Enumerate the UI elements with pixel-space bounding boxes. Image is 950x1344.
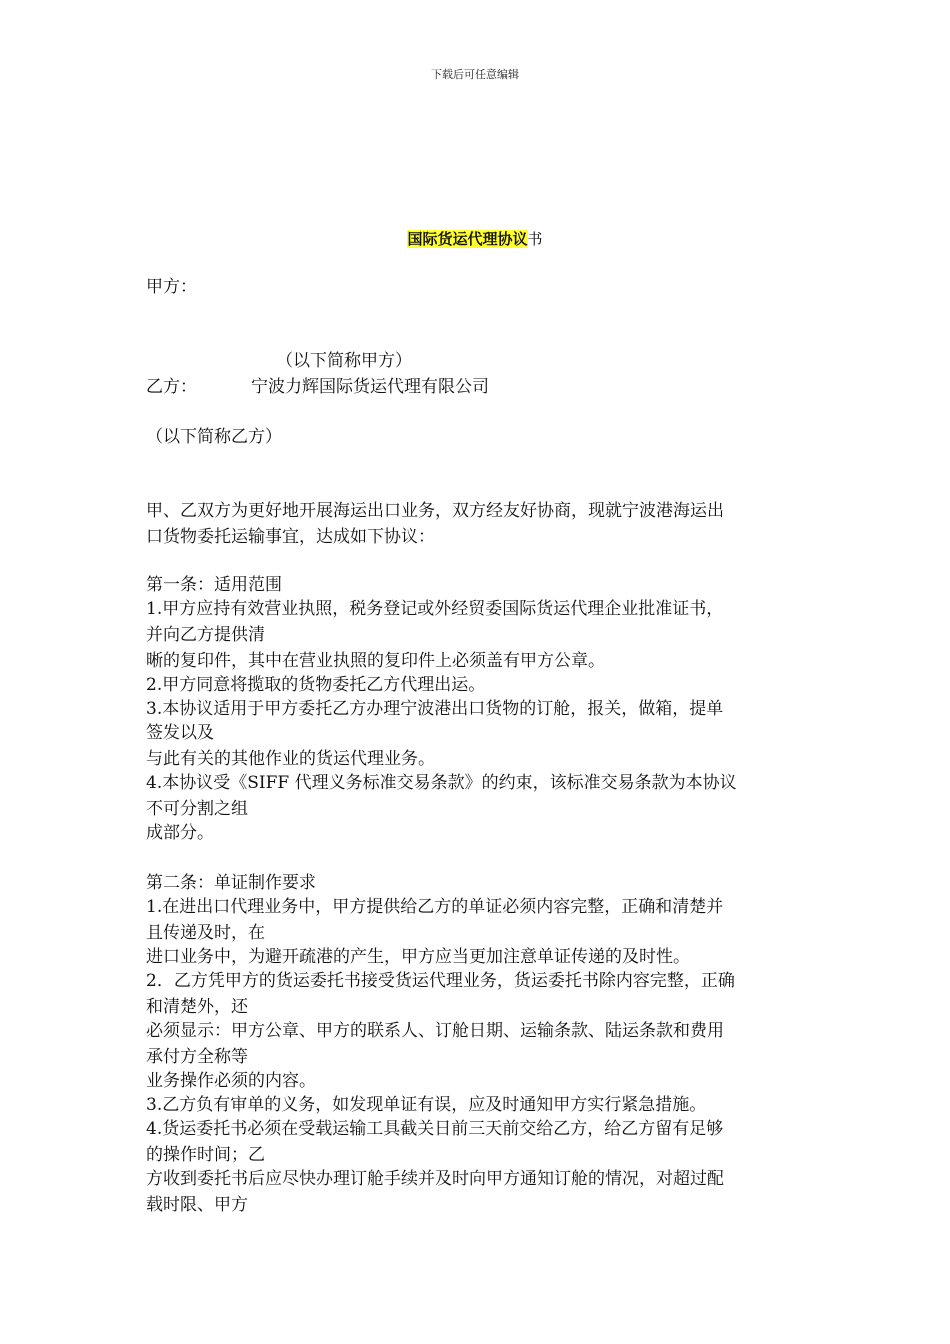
preamble-line: 甲、乙双方为更好地开展海运出口业务，双方经友好协商，现就宁波港海运出 (146, 501, 724, 521)
body-line: 业务操作必须的内容。 (146, 1071, 316, 1091)
body-line: 并向乙方提供清 (146, 625, 265, 645)
body-line: 必须显示：甲方公章、甲方的联系人、订舱日期、运输条款、陆运条款和费用 (146, 1021, 724, 1041)
body-line: 1.在进出口代理业务中，甲方提供给乙方的单证必须内容完整，正确和清楚并 (146, 897, 724, 917)
title-rest: 书 (527, 230, 543, 248)
body-line: 3.乙方负有审单的义务，如发现单证有误，应及时通知甲方实行紧急措施。 (146, 1095, 707, 1115)
body-line: 成部分。 (146, 823, 214, 843)
article-2-heading: 第二条：单证制作要求 (146, 873, 316, 893)
party-a-abbrev: （以下简称甲方） (276, 351, 412, 371)
article-1-heading: 第一条：适用范围 (146, 575, 282, 595)
body-line: 不可分割之组 (146, 799, 248, 819)
body-line: 的操作时间；乙 (146, 1145, 265, 1165)
body-line: 3.本协议适用于甲方委托乙方办理宁波港出口货物的订舱，报关，做箱，提单 (146, 699, 724, 719)
body-line: 晰的复印件，其中在营业执照的复印件上必须盖有甲方公章。 (146, 651, 605, 671)
body-line: 与此有关的其他作业的货运代理业务。 (146, 749, 435, 769)
party-b-line: 乙方： 宁波力辉国际货运代理有限公司 (146, 377, 490, 397)
body-line: 4.本协议受《SIFF 代理义务标准交易条款》的约束，该标准交易条款为本协议 (146, 773, 737, 793)
body-line: 4.货运委托书必须在受载运输工具截关日前三天前交给乙方，给乙方留有足够 (146, 1119, 724, 1139)
body-line: 且传递及时，在 (146, 923, 265, 943)
body-line: 1.甲方应持有效营业执照，税务登记或外经贸委国际货运代理企业批准证书， (146, 599, 724, 619)
party-a-label: 甲方： (146, 277, 197, 297)
body-line: 和清楚外，还 (146, 997, 248, 1017)
body-line: 2.甲方同意将揽取的货物委托乙方代理出运。 (146, 675, 486, 695)
page-header: 下载后可任意编辑 (431, 68, 519, 81)
document-title (0, 228, 950, 249)
body-line: 方收到委托书后应尽快办理订舱手续并及时向甲方通知订舱的情况，对超过配 (146, 1169, 724, 1189)
body-line: 进口业务中，为避开疏港的产生，甲方应当更加注意单证传递的及时性。 (146, 947, 690, 967)
preamble-line: 口货物委托运输事宜，达成如下协议： (146, 527, 435, 547)
body-line: 载时限、甲方 (146, 1195, 248, 1215)
title-highlighted: 国际货运代理协议 (407, 230, 528, 248)
body-line: 2．乙方凭甲方的货运委托书接受货运代理业务，货运委托书除内容完整，正确 (146, 971, 735, 991)
body-line: 承付方全称等 (146, 1047, 248, 1067)
party-b-abbrev: （以下简称乙方） (146, 427, 282, 447)
body-line: 签发以及 (146, 723, 214, 743)
